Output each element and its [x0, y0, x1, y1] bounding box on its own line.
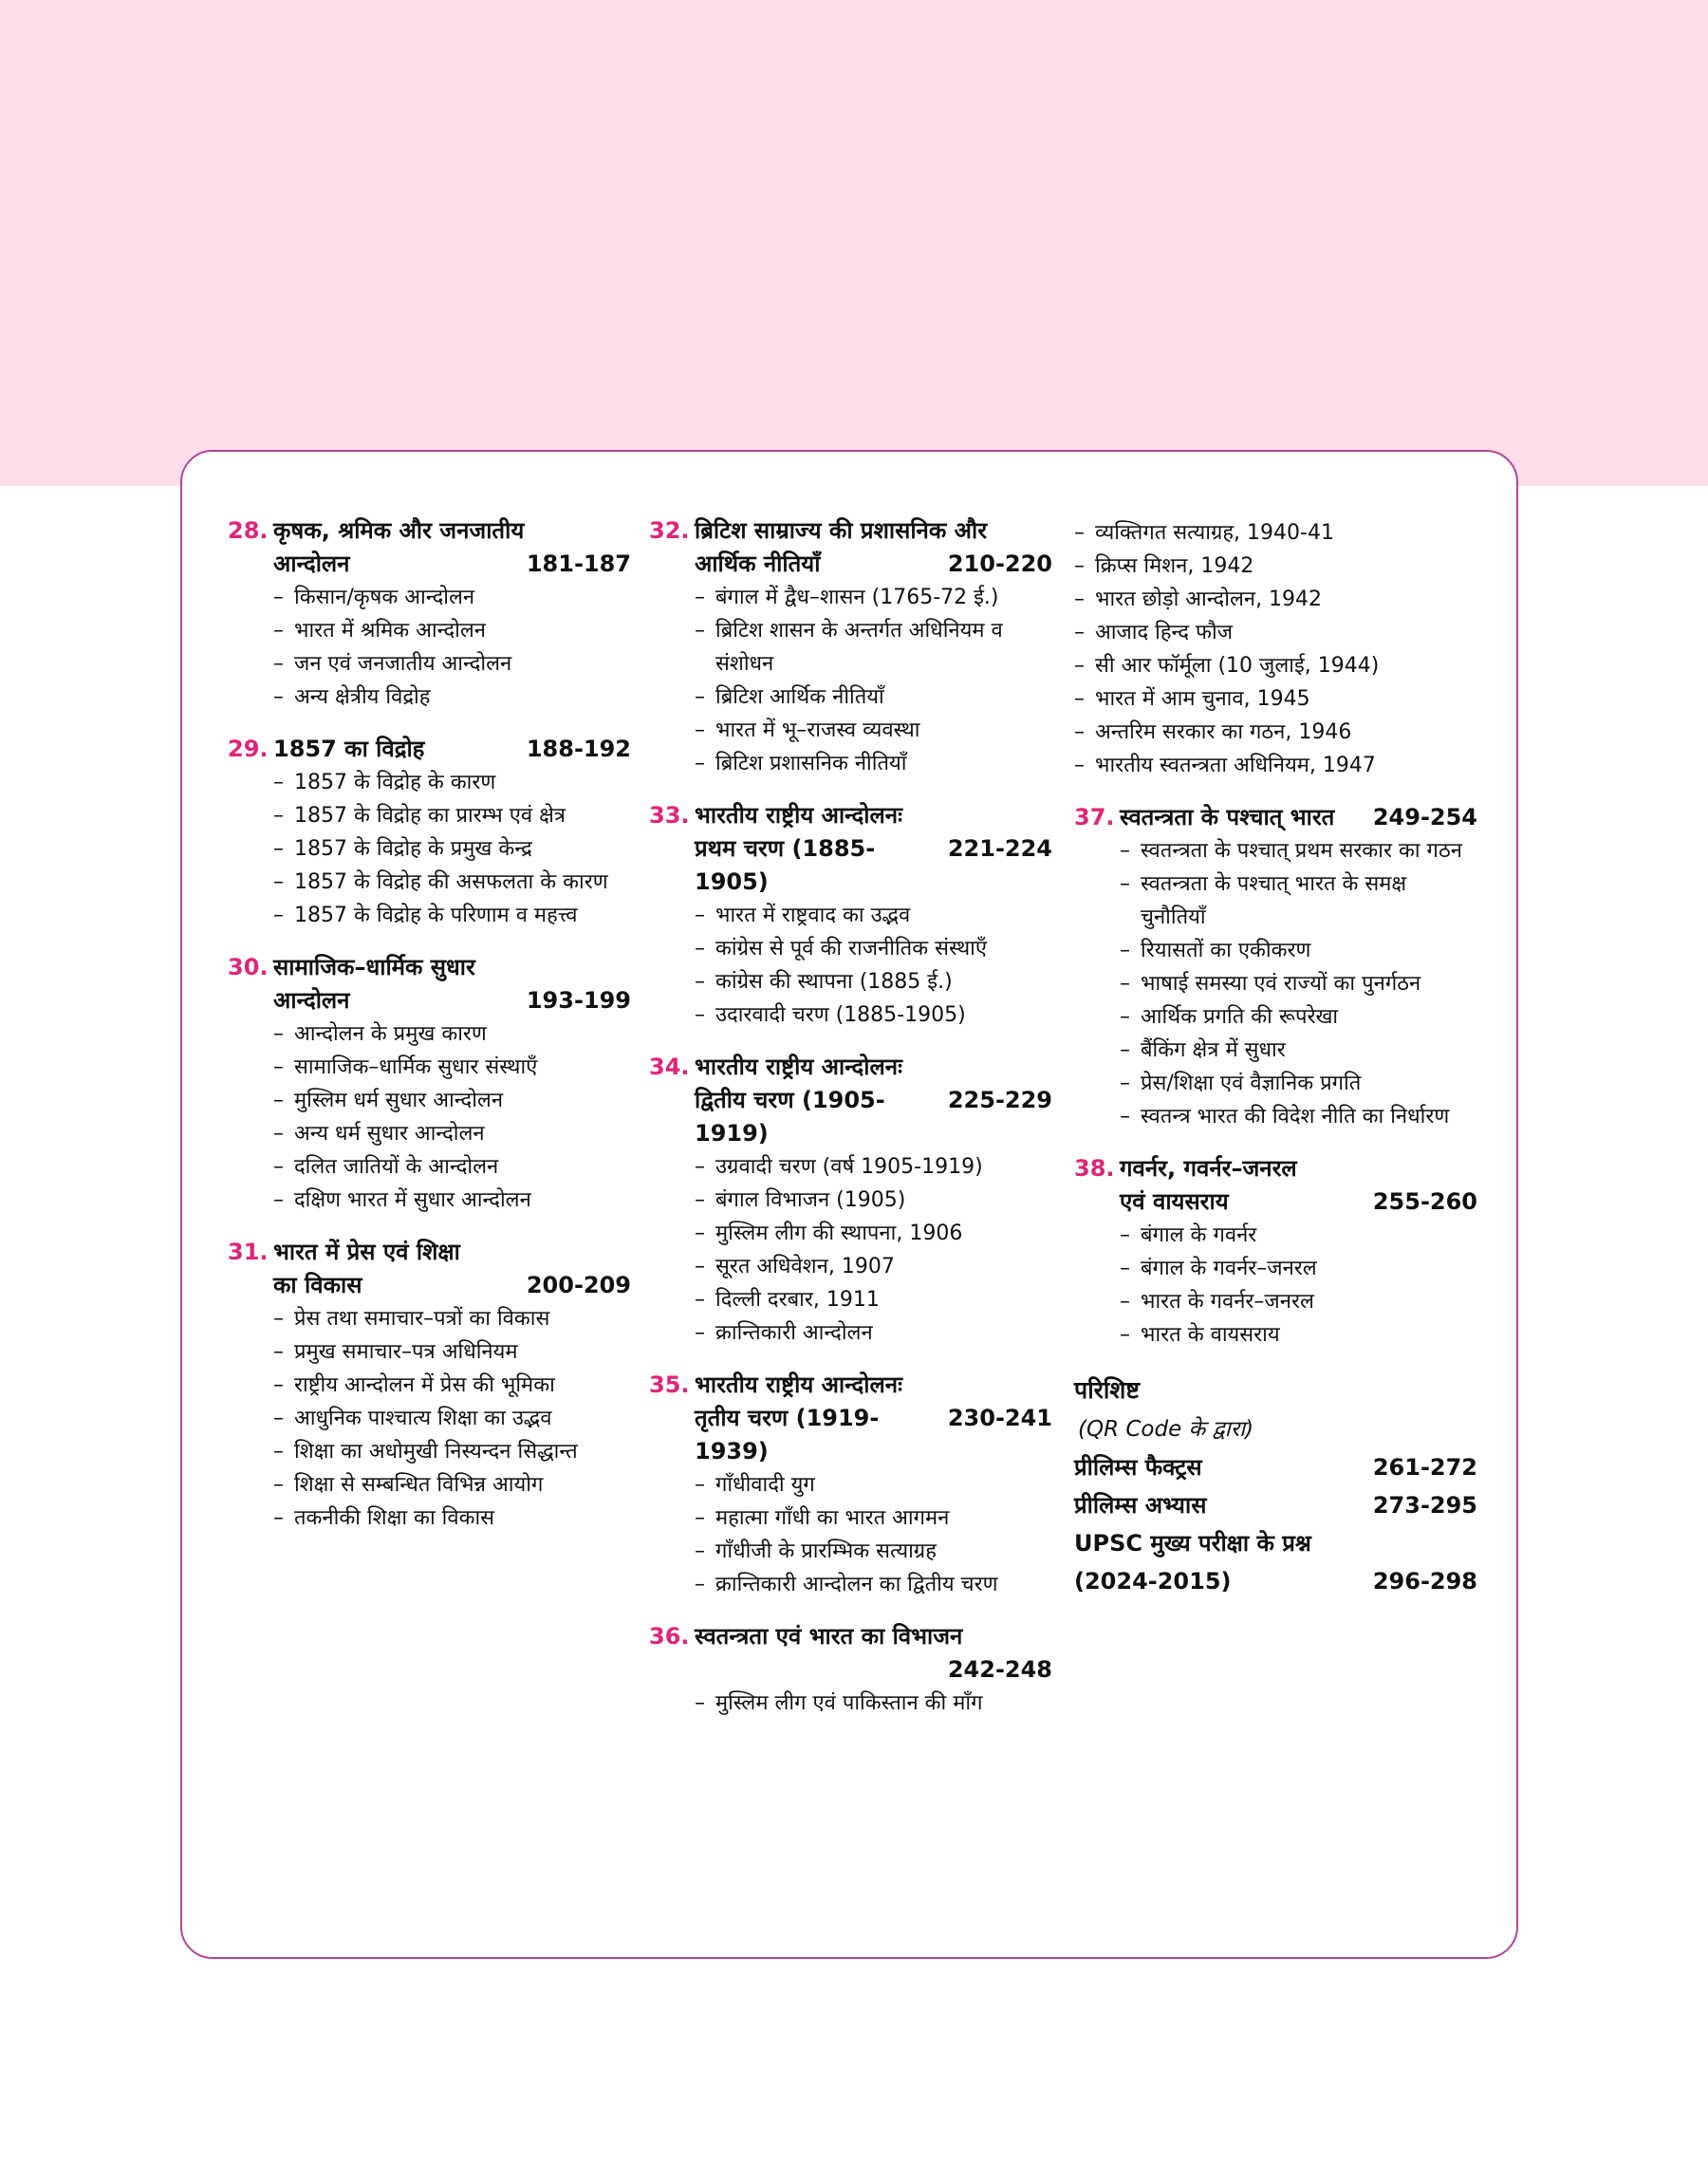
topic-item: – भारत के वायसराय [1120, 1318, 1477, 1352]
topic-item: – आधुनिक पाश्चात्य शिक्षा का उद्भव [273, 1402, 631, 1435]
topic-item: – गाँधीवादी युग [695, 1468, 1052, 1502]
topic-item: – बंगाल विभाजन (1905) [695, 1184, 1052, 1217]
contents-column-1 [228, 514, 631, 1554]
section-title-text: स्वतन्त्रता के पश्चात् भारत [1120, 804, 1335, 830]
toc-section [649, 1369, 1052, 1601]
column-3-sections [1074, 801, 1477, 1352]
section-title-text: भारतीय राष्ट्रीय आन्दोलनः [695, 1371, 902, 1398]
toc-section [228, 951, 631, 1217]
section-pages: 249-254 [1372, 804, 1477, 830]
section-number: 32. [649, 517, 690, 544]
section-title-row [695, 1084, 1052, 1150]
topic-item: – कांग्रेस की स्थापना (1885 ई.) [695, 965, 1052, 998]
appendix-row-pages: 261-272 [1372, 1454, 1477, 1481]
section-number: 31. [228, 1239, 269, 1265]
toc-section [228, 1236, 631, 1535]
topic-item: – गाँधीजी के प्रारम्भिक सत्याग्रह [695, 1535, 1052, 1568]
toc-section [649, 1051, 1052, 1350]
topic-item: – 1857 के विद्रोह की असफलता के कारण [273, 866, 631, 899]
section-title [228, 733, 631, 766]
topic-item: – बैंकिंग क्षेत्र में सुधार [1120, 1034, 1477, 1067]
topic-item: – अन्तरिम सरकार का गठन, 1946 [1074, 716, 1477, 749]
section-topic-list [228, 1302, 631, 1535]
topic-item: – आर्थिक प्रगति की रूपरेखा [1120, 1000, 1477, 1034]
topic-item: – क्रिप्स मिशन, 1942 [1074, 550, 1477, 583]
topic-item: – भारत में आम चुनाव, 1945 [1074, 682, 1477, 716]
appendix-rows [1074, 1448, 1477, 1600]
section-topic-list [649, 1468, 1052, 1601]
toc-section [228, 733, 631, 932]
topic-item: – महात्मा गाँधी का भारत आगमन [695, 1502, 1052, 1535]
topic-item: – अन्य धर्म सुधार आन्दोलन [273, 1117, 631, 1150]
contents-panel [180, 450, 1518, 1959]
topic-item: – उदारवादी चरण (1885-1905) [695, 998, 1052, 1032]
section-topic-list [1074, 1219, 1477, 1352]
appendix-row [1074, 1524, 1477, 1562]
topic-item: – 1857 के विद्रोह का प्रारम्भ एवं क्षेत्र [273, 799, 631, 832]
topic-item: – आन्दोलन के प्रमुख कारण [273, 1017, 631, 1051]
section-topic-list [228, 766, 631, 932]
section-title [228, 514, 631, 581]
section-title-text: आन्दोलन [273, 550, 350, 577]
topic-item: – क्रान्तिकारी आन्दोलन का द्वितीय चरण [695, 1568, 1052, 1601]
section-title-text: का विकास [273, 1272, 362, 1298]
section-pages: 210-220 [947, 550, 1052, 577]
contents-column-3 [1074, 516, 1477, 1600]
topic-item: – मुस्लिम लीग की स्थापना, 1906 [695, 1217, 1052, 1250]
section-number: 38. [1074, 1155, 1115, 1182]
section-title [649, 1620, 1052, 1687]
section-title [649, 1369, 1052, 1468]
section-pages: 193-199 [526, 987, 631, 1014]
topic-item: – जन एवं जनजातीय आन्दोलन [273, 647, 631, 681]
topic-item: – ब्रिटिश आर्थिक नीतियाँ [695, 681, 1052, 714]
section-pages: 188-192 [526, 736, 631, 762]
topic-item: – भारत में राष्ट्रवाद का उद्भव [695, 899, 1052, 932]
section-number: 30. [228, 954, 269, 980]
header-band [0, 0, 1708, 486]
topic-item: – अन्य क्षेत्रीय विद्रोह [273, 681, 631, 714]
topic-item: – किसान/कृषक आन्दोलन [273, 581, 631, 614]
section-pages: 242-248 [947, 1656, 1052, 1683]
section-title-text: कृषक, श्रमिक और जनजातीय [273, 517, 525, 544]
topic-item: – स्वतन्त्र भारत की विदेश नीति का निर्धारण [1120, 1100, 1477, 1133]
topic-item: – 1857 के विद्रोह के प्रमुख केन्द्र [273, 832, 631, 866]
section-title-text: तृतीय चरण (1919-1939) [695, 1405, 880, 1465]
topic-item: – क्रान्तिकारी आन्दोलन [695, 1316, 1052, 1350]
section-topic-list [649, 899, 1052, 1032]
section-title-text: प्रथम चरण (1885-1905) [695, 835, 876, 895]
section-title-text: आन्दोलन [273, 987, 350, 1014]
contents-column-2 [649, 514, 1052, 1739]
section-pages: 221-224 [947, 835, 1052, 862]
section-pages: 200-209 [526, 1272, 631, 1298]
section-title-text: स्वतन्त्रता एवं भारत का विभाजन [695, 1623, 963, 1650]
topic-item: – सामाजिक–धार्मिक सुधार संस्थाएँ [273, 1051, 631, 1084]
topic-item: – भारत के गवर्नर–जनरल [1120, 1285, 1477, 1318]
section-title-row [695, 1402, 1052, 1468]
topic-item: – कांग्रेस से पूर्व की राजनीतिक संस्थाएँ [695, 932, 1052, 965]
section-number: 33. [649, 802, 690, 829]
topic-item: – प्रेस/शिक्षा एवं वैज्ञानिक प्रगति [1120, 1067, 1477, 1100]
topic-item: – भाषाई समस्या एवं राज्यों का पुनर्गठन [1120, 967, 1477, 1000]
appendix-row [1074, 1448, 1477, 1486]
topic-item: – ब्रिटिश शासन के अन्तर्गत अधिनियम व संशोधन [695, 614, 1052, 681]
section-title [649, 799, 1052, 899]
topic-item: – राष्ट्रीय आन्दोलन में प्रेस की भूमिका [273, 1369, 631, 1402]
appendix-row-pages: 296-298 [1372, 1568, 1477, 1595]
topic-item: – शिक्षा से सम्बन्धित विभिन्न आयोग [273, 1468, 631, 1502]
section-number: 35. [649, 1371, 690, 1398]
topic-item: – दलित जातियों के आन्दोलन [273, 1150, 631, 1184]
section-topic-list [228, 581, 631, 714]
topic-item: – प्रमुख समाचार–पत्र अधिनियम [273, 1335, 631, 1369]
section-title-text: ब्रिटिश साम्राज्य की प्रशासनिक और [695, 517, 988, 544]
section-topic-list [649, 1687, 1052, 1720]
section-title-row [1120, 1185, 1477, 1219]
section-number: 29. [228, 736, 269, 762]
toc-section [649, 514, 1052, 780]
topic-item: – भारत में भू–राजस्व व्यवस्था [695, 714, 1052, 747]
section-title [228, 951, 631, 1017]
section-topic-list [649, 1150, 1052, 1350]
topic-item: – बंगाल के गवर्नर–जनरल [1120, 1252, 1477, 1285]
section-title-row [273, 984, 631, 1017]
section-number: 28. [228, 517, 269, 544]
section-topic-list [649, 581, 1052, 780]
topic-item: – दिल्ली दरबार, 1911 [695, 1283, 1052, 1316]
section-pages: 181-187 [526, 550, 631, 577]
section-title [649, 514, 1052, 581]
toc-section [649, 799, 1052, 1032]
section-title-text: आर्थिक नीतियाँ [695, 550, 821, 577]
appendix-row-label: (2024-2015) [1074, 1568, 1232, 1595]
topic-item: – 1857 के विद्रोह के कारण [273, 766, 631, 799]
section-topic-list [1074, 834, 1477, 1133]
section-title-text: एवं वायसराय [1120, 1188, 1229, 1215]
section-title-text: 1857 का विद्रोह [273, 736, 425, 762]
section-title [228, 1236, 631, 1302]
appendix-row [1074, 1562, 1477, 1600]
toc-section [1074, 1152, 1477, 1352]
section-title-row [695, 832, 1052, 899]
topic-item: – उग्रवादी चरण (वर्ष 1905-1919) [695, 1150, 1052, 1184]
section-title-text: सामाजिक–धार्मिक सुधार [273, 954, 475, 980]
topic-item: – बंगाल में द्वैध–शासन (1765-72 ई.) [695, 581, 1052, 614]
section-title [649, 1051, 1052, 1150]
appendix-row-label: प्रीलिम्स फैक्ट्रस [1074, 1454, 1202, 1481]
section-pages: 225-229 [947, 1087, 1052, 1113]
section-title-row [273, 548, 631, 581]
topic-item: – भारत छोड़ो आन्दोलन, 1942 [1074, 583, 1477, 616]
toc-section [228, 514, 631, 714]
topic-item: – सूरत अधिवेशन, 1907 [695, 1250, 1052, 1283]
appendix-title: परिशिष्ट [1074, 1376, 1140, 1404]
topic-item: – 1857 के विद्रोह के परिणाम व महत्त्व [273, 899, 631, 932]
section-title-text: भारतीय राष्ट्रीय आन्दोलनः [695, 802, 902, 829]
topic-item: – तकनीकी शिक्षा का विकास [273, 1502, 631, 1535]
section-title-row [273, 1269, 631, 1302]
appendix-block [1074, 1371, 1477, 1600]
topic-item: – ब्रिटिश प्रशासनिक नीतियाँ [695, 747, 1052, 780]
topic-item: – आजाद हिन्द फौज [1074, 616, 1477, 649]
toc-section [1074, 801, 1477, 1133]
section-title-text: भारत में प्रेस एवं शिक्षा [273, 1239, 460, 1265]
topic-item: – भारत में श्रमिक आन्दोलन [273, 614, 631, 647]
topic-item: – दक्षिण भारत में सुधार आन्दोलन [273, 1184, 631, 1217]
section-title-row [695, 548, 1052, 581]
appendix-row-pages: 273-295 [1372, 1492, 1477, 1519]
topic-item: – प्रेस तथा समाचार–पत्रों का विकास [273, 1302, 631, 1335]
section-title-text: द्वितीय चरण (1905-1919) [695, 1087, 885, 1147]
appendix-row-label: प्रीलिम्स अभ्यास [1074, 1492, 1207, 1519]
appendix-row-label: UPSC मुख्य परीक्षा के प्रश्न [1074, 1530, 1311, 1557]
section-pages-row [695, 1653, 1052, 1687]
appendix-subtitle: (QR Code के द्वारा) [1078, 1417, 1254, 1442]
topic-item: – शिक्षा का अधोमुखी निस्यन्दन सिद्धान्त [273, 1435, 631, 1468]
topic-item: – मुस्लिम लीग एवं पाकिस्तान की माँग [695, 1687, 1052, 1720]
section-number: 37. [1074, 804, 1115, 830]
topic-item: – सी आर फॉर्मूला (10 जुलाई, 1944) [1074, 649, 1477, 682]
section-title [1074, 1152, 1477, 1219]
section-pages: 230-241 [947, 1405, 1052, 1431]
topic-item: – स्वतन्त्रता के पश्चात् भारत के समक्ष चुनौतियाँ [1120, 868, 1477, 934]
topic-item: – मुस्लिम धर्म सुधार आन्दोलन [273, 1084, 631, 1117]
topic-item: – भारतीय स्वतन्त्रता अधिनियम, 1947 [1074, 749, 1477, 782]
section-number: 34. [649, 1054, 690, 1080]
topic-item: – बंगाल के गवर्नर [1120, 1219, 1477, 1252]
section-number: 36. [649, 1623, 690, 1650]
section-title-text: भारतीय राष्ट्रीय आन्दोलनः [695, 1054, 902, 1080]
section-title-text: गवर्नर, गवर्नर–जनरल [1120, 1155, 1297, 1182]
topic-item: – रियासतों का एकीकरण [1120, 934, 1477, 967]
section-title-row [1120, 801, 1477, 834]
topic-item: – स्वतन्त्रता के पश्चात् प्रथम सरकार का गठन [1120, 834, 1477, 868]
section-title-row [273, 733, 631, 766]
topic-item: – व्यक्तिगत सत्याग्रह, 1940-41 [1074, 516, 1477, 550]
section-title [1074, 801, 1477, 834]
toc-section [649, 1620, 1052, 1720]
section-topic-list [228, 1017, 631, 1217]
section-pages: 255-260 [1372, 1188, 1477, 1215]
appendix-row [1074, 1486, 1477, 1524]
continued-topic-list [1074, 516, 1477, 782]
